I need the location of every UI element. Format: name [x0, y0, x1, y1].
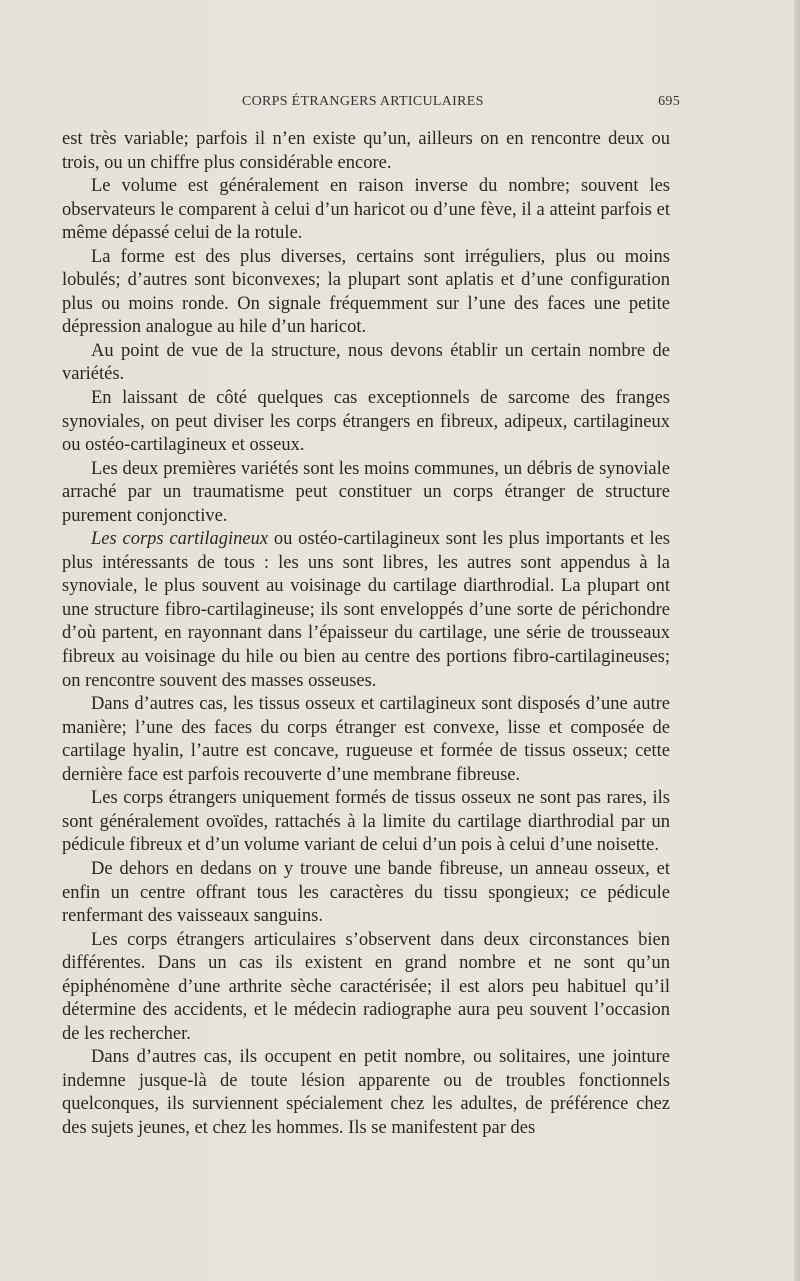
page-number: 695 [658, 94, 680, 109]
paragraph: Les corps étrangers uniquement formés de tissus osseux ne sont pas rares, ils sont généralement ovoïdes, rattachés à la limite du cartilage diarthrodial par un pédicule fibreux et d’un volume variant de celui d’un pois à celui d’une noisette. [62, 788, 670, 856]
running-title: CORPS ÉTRANGERS ARTICULAIRES [242, 94, 484, 109]
paragraph: Les corps étrangers articulaires s’observent dans deux circonstances bien différentes. Dans un cas ils existent en grand nombre et ne sont qu’un épiphénomène d’une arthrite sèche caractérisée; il est alors peu habituel qu’il détermine des accidents, et le médecin radiographe aura peu souvent l’occasion de les rechercher. [62, 929, 670, 1044]
paragraph: Dans d’autres cas, les tissus osseux et cartilagineux sont disposés d’une autre manière; l’une des faces du corps étranger est convexe, lisse et composée de cartilage hyalin, l’autre est concave, rugueuse et formée de tissus osseux; cette dernière face est parfois recouverte d’une membrane fibreuse. [62, 694, 670, 785]
paragraph: La forme est des plus diverses, certains sont irréguliers, plus ou moins lobulés; d’autres sont biconvexes; la plupart sont aplatis et d’une configuration plus ou moins ronde. On signale fréquemment sur l’une des faces une petite dépression analogue au hile d’un haricot. [62, 246, 670, 338]
page-edge [794, 0, 800, 1281]
paragraph: Les deux premières variétés sont les moins communes, un débris de synoviale arraché par un traumatisme peut constituer un corps étranger de structure purement conjonctive. [62, 458, 670, 526]
paragraph: En laissant de côté quelques cas exceptionnels de sarcome des franges synoviales, on peut diviser les corps étrangers en fibreux, adipeux, cartilagineux ou ostéo-cartilagineux et osseux. [62, 388, 670, 456]
italic-lead: Les corps cartilagineux [91, 529, 269, 550]
body-text [62, 128, 670, 1141]
paragraph: Les corps cartilagineux ou ostéo-cartilagineux sont les plus importants et les plus intéressants de tous : les uns sont libres, les autres sont appendus à la synoviale, le plus souvent au voisinage du cartilage diarthrodial. La plupart ont une structure fibro-cartilagineuse; ils sont enveloppés d’une sorte de périchondre d’où partent, en rayonnant dans l’épaisseur du cartilage, une série de trousseaux fibreux au voisinage du hile ou bien au centre des portions fibro-cartilagineuses; on rencontre souvent des masses osseuses. [62, 529, 671, 691]
paragraph: De dehors en dedans on y trouve une bande fibreuse, un anneau osseux, et enfin un centre offrant tous les caractères du tissu spongieux; ce pédicule renfermant des vaisseaux sanguins. [62, 858, 670, 927]
paragraph: Au point de vue de la structure, nous devons établir un certain nombre de variétés. [62, 340, 670, 385]
running-header [60, 94, 680, 114]
paragraph: est très variable; parfois il n’en existe qu’un, ailleurs on en rencontre deux ou trois, ou un chiffre plus considérable encore. [62, 129, 670, 173]
paragraph: Dans d’autres cas, ils occupent en petit nombre, ou solitaires, une jointure indemne jusque-là de toute lésion apparente ou de troubles fonctionnels quelconques, ils surviennent spécialement chez les adultes, de préférence chez des sujets jeunes, et chez les hommes. Ils se manifestent par des [62, 1047, 670, 1138]
paragraph: Le volume est généralement en raison inverse du nombre; souvent les observateurs le comparent à celui d’un haricot ou d’une fève, il a atteint parfois et même dépassé celui de la rotule. [62, 176, 670, 244]
